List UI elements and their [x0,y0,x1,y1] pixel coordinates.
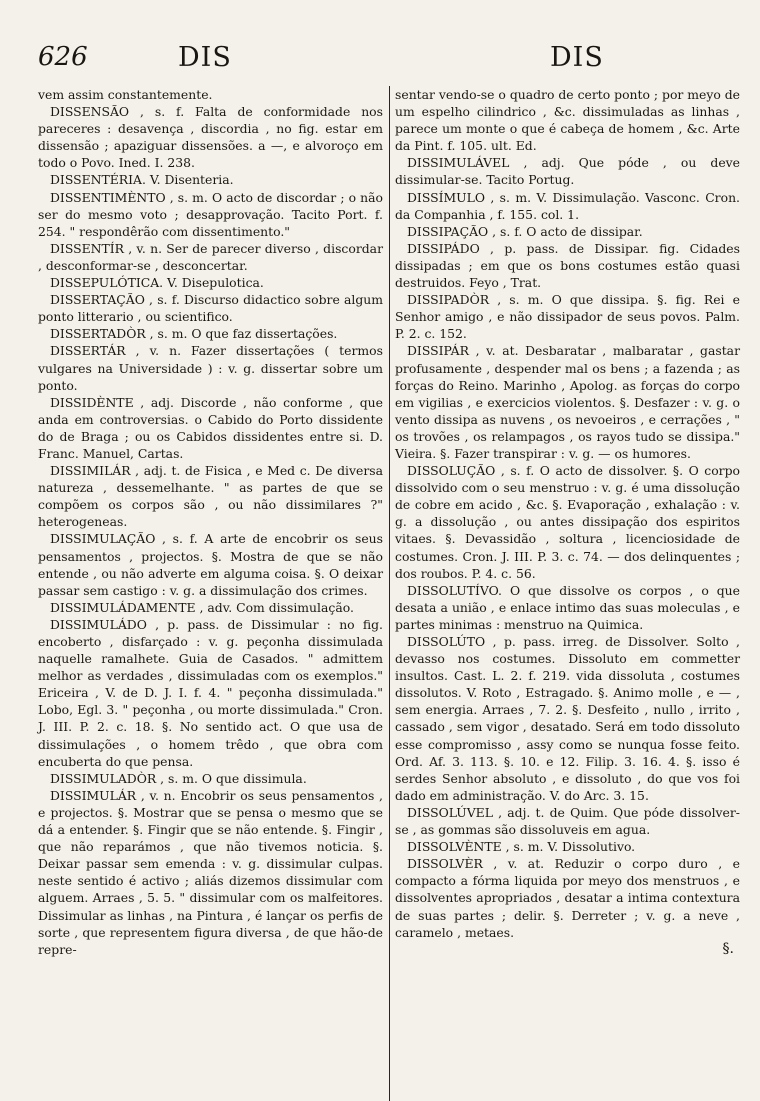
signature-mark: §. [722,940,734,957]
dictionary-entry: DISSIMULÁVEL , adj. Que póde , ou deve dissimular-se. Tacito Portug. [395,155,740,188]
dictionary-entry: DISSIMULAÇÃO , s. f. A arte de encobrir os seus pensamentos , projectos. §. Mostra de que se não entende , ou não adverte em alguma coisa. §. O deixar passar sem castigo : v. g. a dissimulação dos crimes. [38,531,383,598]
dictionary-entry: DISSENTIMÈNTO , s. m. O acto de discordar ; o não ser do mesmo voto ; desapprovação. Tacito Port. f. 254. " respondêrão com dissentimento." [38,189,383,239]
dictionary-entry: DISSIMULÁDO , p. pass. de Dissimular : no fig. encoberto , disfarçado : v. g. peçonha dissimulada naquelle ramalhete. Guia de Casados. " admittem melhor as verdades , dissimuladas com os exemplos." Ericeira , V. de D. J. I. f. 4. " peçonha dissimulada." Lobo, Egl. 3. " peçonha , ou morte dissimulada." Cron. J. III. P. 2. c. 18. §. No sentido act. O que usa de dissimulações , o homem trêdo , que obra com encuberta do que pensa. [38,616,383,769]
dictionary-entry: DISSIMILÁR , adj. t. de Fisica , e Med c. De diversa natureza , dessemelhante. " as partes de que se compõem os corpos são , ou não dissimilares ?" heterogeneas. [38,463,383,530]
dictionary-entry: DISSOLUTÍVO. O que dissolve os corpos , o que desata a união , e enlace intimo das suas moleculas , e partes minimas : menstruo na Quimica. [395,582,740,632]
dictionary-entry: DISSIPÁDO , p. pass. de Dissipar. fig. Cidades dissipadas ; em que os bons costumes estão quasi destruidos. Feyo , Trat. [395,240,740,291]
right-running-head: DIS [550,42,604,73]
column-rule [389,86,390,1101]
page-header [38,38,740,86]
dictionary-entry: DISSOLUÇÃO , s. f. O acto de dissolver. §. O corpo dissolvido com o seu menstruo : v. g. é uma dissolução de cobre em acido , &c. §. Evaporação , exhalação : v. g. a dissolução , ou antes dissipação dos espiritos vitaes. §. Devassidão , soltura , licenciosidade de costumes. Cron. J. III. P. 3. c. 74. — dos delinquentes ; dos roubos. P. 4. c. 56. [395,463,740,581]
dictionary-entry: DISSIDÈNTE , adj. Discorde , não conforme , que anda em controversias. o Cabido do Porto dissidente do de Braga ; ou os Cabidos dissidentes entre si. D. Franc. Manuel, Cartas. [38,394,383,461]
dictionary-entry: DISSEPULÓTICA. V. Disepulotica. [50,275,264,291]
right-column [395,86,740,1101]
dictionary-entry: DISSIMULÁR , v. n. Encobrir os seus pensamentos , e projectos. §. Mostrar que se pensa o mesmo que se dá a entender. §. Fingir que se não entende. §. Fingir , que não reparámos , que não tivemos noticia. §. Deixar passar sem emenda : v. g. dissimular culpas. neste sentido é activo ; aliás dizemos dissimular com alguem. Arraes , 5. 5. " dissimular com os malfeitores. Dissimular as linhas , na Pintura , é lançar os perfis de sorte , que representem figura diversa , de que hão-de repre- [38,787,383,957]
left-running-head: DIS [178,42,232,73]
dictionary-entry: DISSOLÚTO , p. pass. irreg. de Dissolver. Solto , devasso nos costumes. Dissoluto em commetter insultos. Cast. L. 2. f. 219. vida dissoluta , costumes dissolutos. V. Roto , Estragado. §. Animo molle , e — , sem energia. Arraes , 7. 2. §. Desfeito , nullo , irrito , cassado , sem vigor , desatado. Será em todo dissoluto esse compromisso , assy como se nunqua fosse feito. Ord. Af. 3. 113. §. 10. e 12. Filip. 3. 16. 4. §. isso é serdes Senhor absoluto , e dissoluto , do que vos foi dado em administração. V. do Arc. 3. 15. [395,634,740,803]
dictionary-entry: DISSOLÚVEL , adj. t. de Quim. Que póde dissolver-se , as gommas são dissoluveis em agua. [395,804,740,838]
dictionary-entry: DISSERTÁR , v. n. Fazer dissertações ( termos vulgares na Universidade ) : v. g. dissertar sobre um ponto. [38,343,383,393]
dictionary-entry: DISSERTAÇÃO , s. f. Discurso didactico sobre algum ponto litterario , ou scientifico. [38,292,383,325]
dictionary-entry: DISSERTADÒR , s. m. O que faz dissertações. [50,326,338,342]
dictionary-entry: DISSOLVÈR , v. at. Reduzir o corpo duro , e compacto a fórma liquida por meyo dos menstruos , e dissolventes apropriados , desatar a intima contextura de suas partes ; delir. §. Derreter ; v. g. a neve , caramelo , metaes. [395,856,740,940]
dictionary-entry: DISSIPÁR , v. at. Desbaratar , malbaratar , gastar profusamente , despender mal os bens ; a fazenda ; as forças do Reino. Marinho , Apolog. as forças do corpo em vigilias , e exercicios violentos. §. Desfazer : v. g. o vento dissipa as nuvens , os nevoeiros , e cerrações , " os trovões , os relampagos , os rayos tudo se dissipa." Vieira. §. Fazer transpirar : v. g. — os humores. [395,343,740,461]
dictionary-entry: DISSIPAÇÃO , s. f. O acto de dissipar. [407,223,643,239]
dictionary-entry: vem assim constantemente. [38,87,213,102]
dictionary-entry: DISSENSÃO , s. f. Falta de conformidade nos pareceres : desavença , discordia , no fig. estar em dissensão ; apaziguar dissensões. a —, e alvoroço em todo o Povo. Ined. I. 238. [38,104,383,171]
dictionary-entry: DISSIMULÁDAMENTE , adv. Com dissimulação. [50,599,354,615]
left-column [38,86,383,1101]
columns [38,86,740,1101]
dictionary-entry: DISSIPADÒR , s. m. O que dissipa. §. fig. Rei e Senhor amigo , e não dissipador de seus povos. Palm. P. 2. c. 152. [395,292,740,342]
dictionary-entry: DISSOLVÈNTE , s. m. V. Dissolutivo. [407,839,636,855]
dictionary-entry: DISSIMULADÒR , s. m. O que dissimula. [50,770,307,786]
dictionary-entry: DISSÍMULO , s. m. V. Dissimulação. Vasconc. Cron. da Companhia , f. 155. col. 1. [395,189,740,222]
dictionary-entry: DISSENTÍR , v. n. Ser de parecer diverso , discordar , desconformar-se , desconcertar. [38,240,383,273]
dictionary-entry: DISSENTÉRIA. V. Disenteria. [50,172,234,188]
dictionary-entry: sentar vendo-se o quadro de certo ponto ; por meyo de um espelho cilindrico , &c. dissimuladas as linhas , parece um monte o que é cabeça de homem , &c. Arte da Pint. f. 105. ult. Ed. [395,87,741,154]
page-number: 626 [38,42,88,72]
